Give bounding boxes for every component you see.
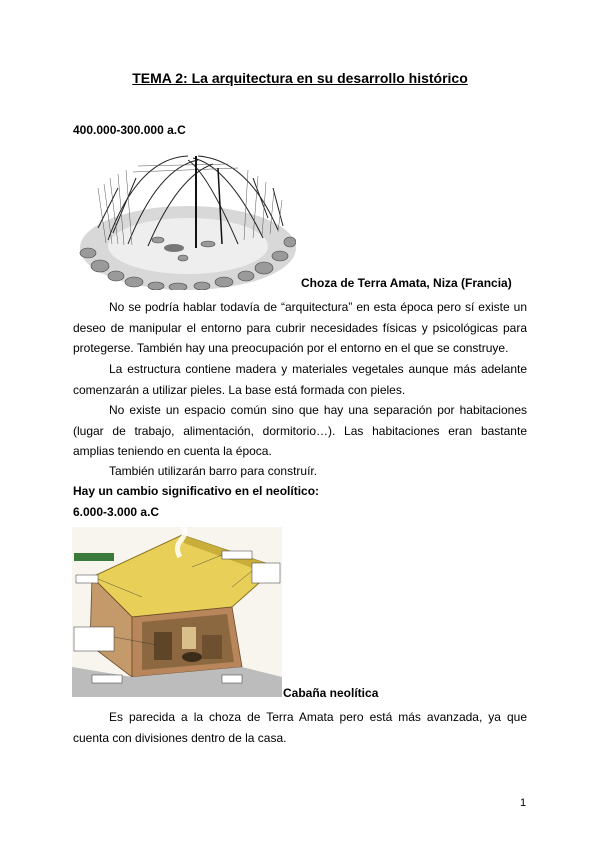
image1-caption: Choza de Terra Amata, Niza (Francia) bbox=[301, 276, 512, 290]
page-number: 1 bbox=[520, 797, 527, 809]
paragraph-2: La estructura contiene madera y materiales vegetales aunque más adelante comenzarán a utilizar pieles. La base está formada con pieles. bbox=[73, 362, 527, 397]
paragraph-5: Es parecida a la choza de Terra Amata pero está más avanzada, ya que cuenta con divisiones dentro de la casa. bbox=[73, 710, 527, 745]
section-date-paleolithic: 400.000-300.000 a.C bbox=[73, 123, 186, 137]
image2-caption: Cabaña neolítica bbox=[283, 686, 379, 700]
neolithic-cabin-image bbox=[72, 527, 282, 697]
paragraph-3: No existe un espacio común sino que hay una separación por habitaciones (lugar de trabajo, alimentación, dormitorio…). Las habitaciones eran bastante amplias teniendo en cuenta la época. bbox=[73, 403, 527, 458]
section-date-neolithic: 6.000-3.000 a.C bbox=[73, 505, 160, 519]
paragraph-1: No se podría hablar todavía de “arquitectura” en esta época pero sí existe un deseo de manipular el entorno para cubrir necesidades físicas y psicológicas para protegerse. También hay una preocupación por el entorno en el que se construye. bbox=[73, 300, 527, 355]
paragraph-4: También utilizarán barro para construír. bbox=[109, 464, 318, 478]
terra-amata-hut-image bbox=[78, 148, 296, 290]
page-title: TEMA 2: La arquitectura en su desarrollo histórico bbox=[132, 70, 468, 86]
section-heading-neolithic: Hay un cambio significativo en el neolítico: bbox=[73, 484, 320, 498]
